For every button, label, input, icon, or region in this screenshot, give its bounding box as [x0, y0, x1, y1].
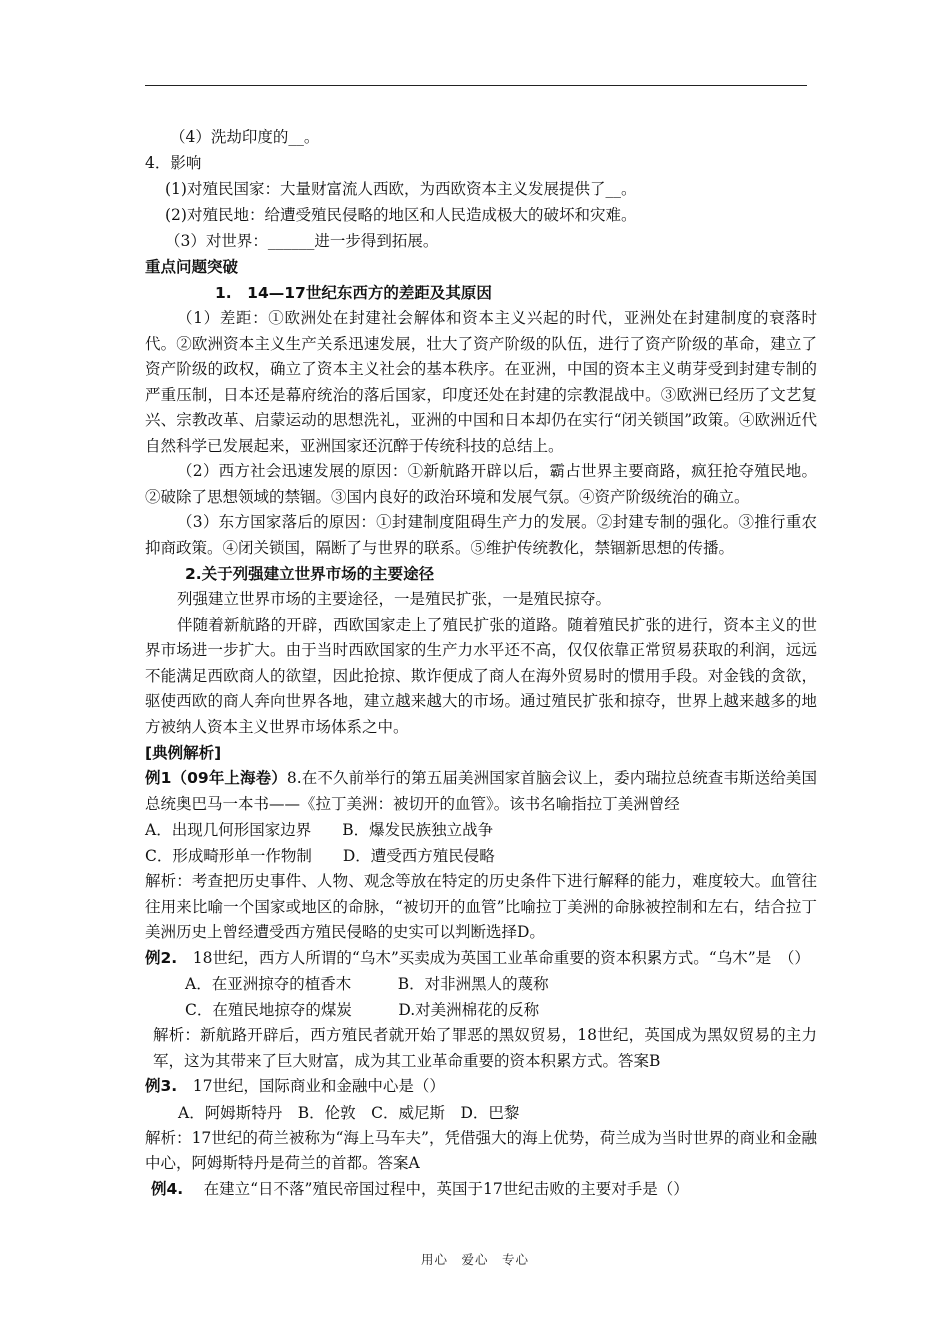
list-item: （4）洗劫印度的__。 [170, 128, 320, 146]
example-question [145, 1177, 817, 1203]
analysis: 解析：17世纪的荷兰被称为“海上马车夫”，凭借强大的海上优势，荷兰成为当时世界的商业和金融中心，阿姆斯特丹是荷兰的首都。答案A [145, 1128, 817, 1172]
document-body [145, 124, 817, 1202]
list-item: (2)对殖民地：给遭受殖民侵略的地区和人民造成极大的破坏和灾难。 [165, 206, 637, 224]
example-label: 例3. [145, 1077, 178, 1095]
paragraph: （2）西方社会迅速发展的原因：①新航路开辟以后，霸占世界主要商路，疯狂抢夺殖民地。②破除了思想领域的禁锢。③国内良好的政治环境和发展气氛。④资产阶级统治的确立。 [145, 462, 817, 506]
paragraph: （1）差距：①欧洲处在封建社会解体和资本主义兴起的时代，亚洲处在封建制度的衰落时代。②欧洲资本主义生产关系迅速发展，壮大了资产阶级的队伍，进行了资产阶级的革命，建立了资产阶级的政权，确立了资本主义社会的基本秩序。在亚洲，中国的资本主义萌芽受到封建专制的严重压制，日本还是幕府统治的落后国家，印度还处在封建的宗教混战中。③欧洲已经历了文艺复兴、宗教改革、启蒙运动的思想洗礼，亚洲的中国和日本却仍在实行“闭关锁国”政策。④欧洲近代自然科学已发展起来，亚洲国家还沉醉于传统科技的总结上。 [145, 309, 817, 455]
section-title: 重点问题突破 [145, 258, 239, 276]
header-rule [145, 85, 807, 86]
paragraph: （3）东方国家落后的原因：①封建制度阻碍生产力的发展。②封建专制的强化。③推行重农抑商政策。④闭关锁国，隔断了与世界的联系。⑤维护传统教化，禁锢新思想的传播。 [145, 513, 817, 557]
example-label: 例1（09年上海卷） [145, 769, 287, 787]
subsection-heading: 1. 14—17世纪东西方的差距及其原因 [215, 284, 492, 302]
answer-options: A．阿姆斯特丹 B．伦敦 C．威尼斯 D．巴黎 [178, 1103, 520, 1122]
list-item: (1)对殖民国家：大量财富流人西欧，为西欧资本主义发展提供了__。 [165, 180, 637, 198]
answer-options: A．在亚洲掠夺的植香木 B．对非洲黑人的蔑称 [185, 975, 549, 993]
example-text: 在建立“日不落”殖民帝国过程中，英国于17世纪击败的主要对手是（） [203, 1179, 689, 1198]
answer-options: C．在殖民地掠夺的煤炭 D.对美洲棉花的反称 [185, 1001, 540, 1019]
example-text: 18世纪，西方人所谓的“乌木”买卖成为英国工业革命重要的资本积累方式。“乌木”是 （） [192, 948, 810, 967]
paragraph: 伴随着新航路的开辟，西欧国家走上了殖民扩张的道路。随着殖民扩张的进行，资本主义的世界市场进一步扩大。由于当时西欧国家的生产力水平还不高，仅仅依靠正常贸易获取的利润，远远不能满足西欧商人的欲望，因此抢掠、欺诈便成了商人在海外贸易时的惯用手段。对金钱的贪欲，驱使西欧的商人奔向世界各地，建立越来越大的市场。通过殖民扩张和掠夺，世界上越来越多的地方被纳人资本主义世界市场体系之中。 [145, 615, 817, 736]
example-label: 例4. [151, 1179, 184, 1198]
answer-options: A．出现几何形国家边界 B．爆发民族独立战争 [145, 821, 494, 839]
subsection-heading: 2.关于列强建立世界市场的主要途径 [185, 565, 435, 583]
section-heading: 4．影响 [145, 154, 202, 172]
list-item: （3）对世界：______进一步得到拓展。 [165, 232, 439, 250]
example-label: 例2. [145, 948, 178, 967]
section-title: [典例解析] [145, 744, 222, 762]
example-question [145, 946, 817, 972]
paragraph: 列强建立世界市场的主要途径，一是殖民扩张，一是殖民掠夺。 [177, 590, 612, 608]
example-text: 17世纪，国际商业和金融中心是（） [192, 1077, 445, 1095]
answer-options: C．形成畸形单一作物制 D．遭受西方殖民侵略 [145, 847, 495, 865]
example-text: 8.在不久前举行的第五届美洲国家首脑会议上，委内瑞拉总统查韦斯送给美国总统奥巴马一本书——《拉丁美洲：被切开的血管》。该书名喻指拉丁美洲曾经 [145, 769, 818, 813]
analysis: 解析：考查把历史事件、人物、观念等放在特定的历史条件下进行解释的能力，难度较大。血管往往用来比喻一个国家或地区的命脉，“被切开的血管”比喻拉丁美洲的命脉被控制和左右，结合拉丁美洲历史上曾经遭受西方殖民侵略的史实可以判断选择D。 [145, 872, 817, 941]
page-footer: 用心 爱心 专心 [420, 1252, 529, 1267]
analysis: 解析：新航路开辟后，西方殖民者就开始了罪恶的黑奴贸易，18世纪，英国成为黑奴贸易的主力军，这为其带来了巨大财富，成为其工业革命重要的资本积累方式。答案B [153, 1026, 817, 1070]
example-question [145, 766, 817, 817]
example-question [145, 1074, 817, 1100]
